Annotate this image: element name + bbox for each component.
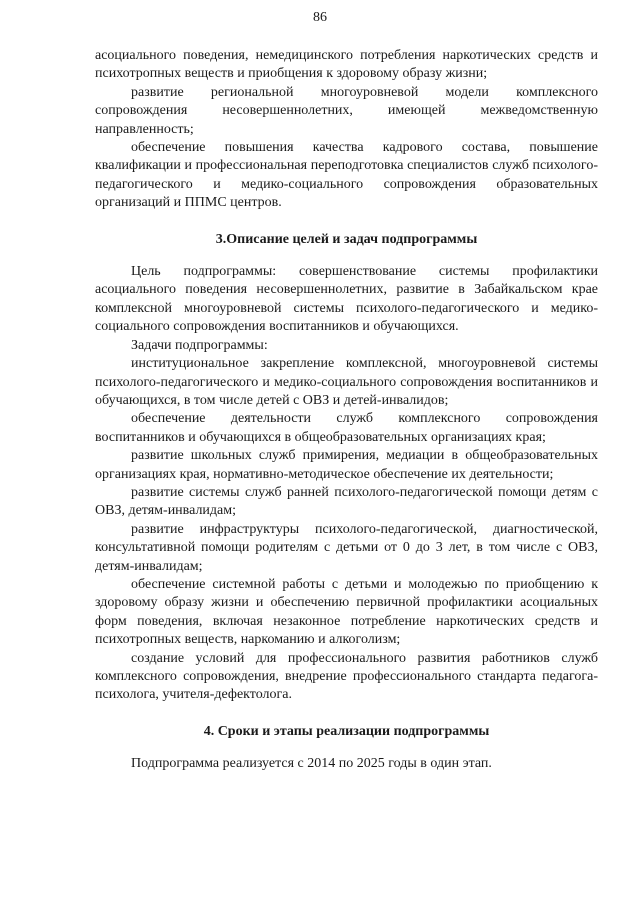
paragraph-continuation: асоциального поведения, немедицинского потребления наркотических средств и психотропных веществ и приобщения к здоровому образу жизни; (95, 48, 598, 82)
task-item: развитие системы служб ранней психолого-педагогической помощи детям с ОВЗ, детям-инвалидам; (95, 484, 598, 519)
task-item: развитие инфраструктуры психолого-педагогической, диагностической, консультативной помощи родителям с детьми от 0 до 3 лет, в том числе с ОВЗ, детям-инвалидам; (95, 521, 598, 574)
page-number: 86 (313, 10, 327, 25)
task-item: создание условий для профессионального развития работников служб комплексного сопровождения, внедрение профессионального стандарта педагога-психолога, учителя-дефектолога. (95, 650, 598, 703)
paragraph: развитие региональной многоуровневой модели комплексного сопровождения несовершеннолетних, имеющей межведомственную направленность; (95, 84, 598, 137)
goal-paragraph: Цель подпрограммы: совершенствование системы профилактики асоциального поведения несовершеннолетних, развитие в Забайкальском крае комплексной многоуровневой системы психолого-педагогического и медико-социального сопровождения воспитанников и обучающихся. (95, 264, 598, 335)
timeline-paragraph: Подпрограмма реализуется с 2014 по 2025 годы в один этап. (131, 756, 492, 772)
document-body (95, 47, 598, 774)
section-4-heading: 4. Сроки и этапы реализации подпрограммы (203, 723, 490, 739)
section-3-heading: 3.Описание целей и задач подпрограммы (215, 231, 478, 247)
paragraph: обеспечение повышения качества кадрового состава, повышение квалификации и профессиональная переподготовка специалистов служб психолого-педагогического и медико-социального сопровождения образовательных организаций и ППМС центров. (95, 140, 598, 211)
task-item: обеспечение деятельности служб комплексного сопровождения воспитанников и обучающихся в общеобразовательных организациях края; (95, 411, 598, 445)
task-item: институциональное закрепление комплексной, многоуровневой системы психолого-педагогического и медико-социального сопровождения воспитанников и обучающихся, в том числе детей с ОВЗ и детей-инвалидов; (95, 356, 598, 408)
task-item: обеспечение системной работы с детьми и молодежью по приобщению к здоровому образу жизни и обеспечению первичной профилактики асоциальных форм поведения, включая незаконное потребление наркотических средств и психотропных веществ, наркоманию и алкоголизм; (95, 576, 598, 648)
task-item: развитие школьных служб примирения, медиации в общеобразовательных организациях края, нормативно-методическое обеспечение их деятельности; (95, 448, 598, 482)
tasks-label: Задачи подпрограммы: (131, 337, 268, 353)
